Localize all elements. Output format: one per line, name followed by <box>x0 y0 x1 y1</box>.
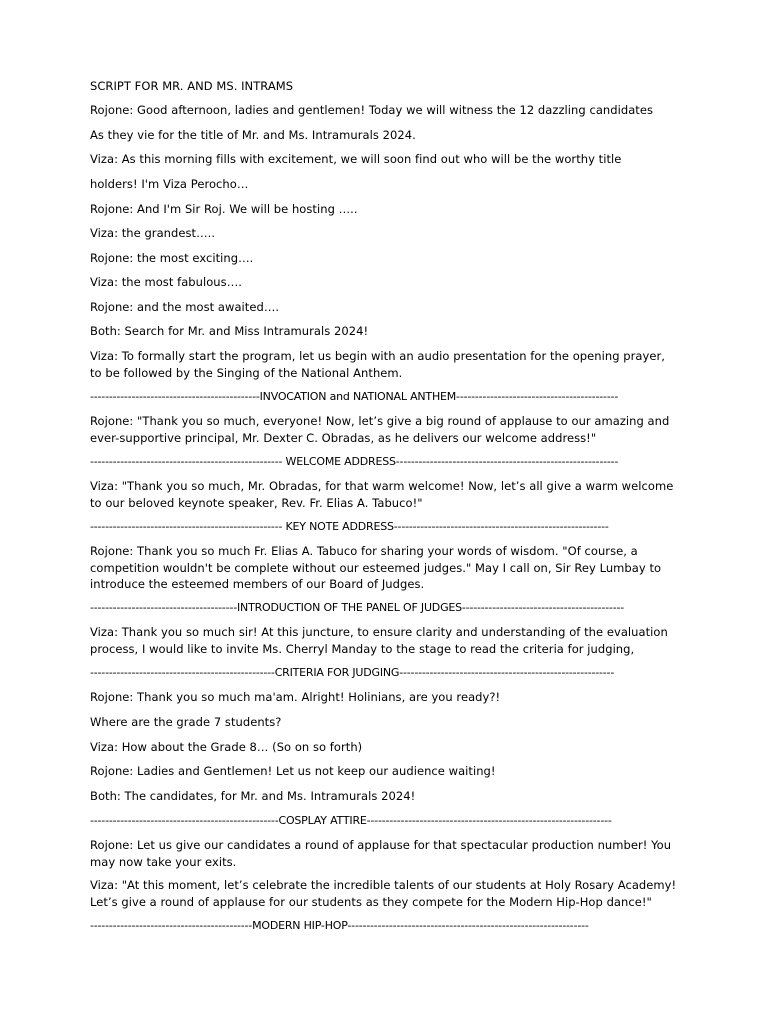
script-line: holders! I'm Viza Perocho… <box>90 177 249 191</box>
script-line: Rojone: and the most awaited…. <box>90 300 280 314</box>
script-line: As they vie for the title of Mr. and Ms. Intramurals 2024. <box>90 128 416 142</box>
section-divider: --------------------------------------------------- WELCOME ADDRESS----------------------------------------------------------- <box>90 455 619 468</box>
script-paragraph: Rojone: "Thank you so much, everyone! Now, let’s give a big round of applause to our amazing and ever-supportive principal, Mr. Dexter C. Obradas, as he delivers our welcome address!" <box>90 414 670 445</box>
script-paragraph: Viza: "Thank you so much, Mr. Obradas, for that warm welcome! Now, let’s all give a warm welcome to our beloved keynote speaker, Rev. Fr. Elias A. Tabuco!" <box>90 479 674 510</box>
script-line: Rojone: Good afternoon, ladies and gentlemen! Today we will witness the 12 dazzling candidates <box>90 103 654 117</box>
script-line: Rojone: the most exciting…. <box>90 251 254 265</box>
script-line: Rojone: Thank you so much ma'am. Alright! Holinians, are you ready?! <box>90 690 501 704</box>
document-title: SCRIPT FOR MR. AND MS. INTRAMS <box>90 79 294 93</box>
script-line: Viza: the most fabulous…. <box>90 275 242 289</box>
script-paragraph: Viza: Thank you so much sir! At this juncture, to ensure clarity and understanding of the evaluation process, I would like to invite Ms. Cherryl Manday to the stage to read the criteria for judging, <box>90 625 668 656</box>
section-divider: ---------------------------------------------INVOCATION and NATIONAL ANTHEM------------------------------------------- <box>90 390 619 403</box>
script-paragraph: Viza: To formally start the program, let us begin with an audio presentation for the opening prayer, to be followed by the Singing of the National Anthem. <box>90 349 665 380</box>
script-line: Both: The candidates, for Mr. and Ms. Intramurals 2024! <box>90 789 416 803</box>
script-line: Rojone: Ladies and Gentlemen! Let us not keep our audience waiting! <box>90 764 496 778</box>
script-line: Both: Search for Mr. and Miss Intramurals 2024! <box>90 324 369 338</box>
script-paragraph: Rojone: Let us give our candidates a round of applause for that spectacular production number! You may now take your exits. <box>90 838 672 869</box>
section-divider: ---------------------------------------INTRODUCTION OF THE PANEL OF JUDGES------------------------------------------- <box>90 601 625 614</box>
script-paragraph: Rojone: Thank you so much Fr. Elias A. Tabuco for sharing your words of wisdom. "Of course, a competition wouldn't be complete without our esteemed judges." May I call on, Sir Rey Lumbay to introduce the esteemed members of our Board of Judges. <box>90 544 662 591</box>
section-divider: -------------------------------------------------CRITERIA FOR JUDGING--------------------------------------------------------- <box>90 666 615 679</box>
script-line: Viza: the grandest….. <box>90 226 216 240</box>
section-divider: --------------------------------------------------COSPLAY ATTIRE----------------------------------------------------------------- <box>90 814 612 827</box>
script-line: Rojone: And I'm Sir Roj. We will be hosting ….. <box>90 202 358 216</box>
script-line: Where are the grade 7 students? <box>90 715 282 729</box>
script-line: Viza: As this morning fills with excitement, we will soon find out who will be the worthy title <box>90 152 622 166</box>
script-paragraph: Viza: "At this moment, let’s celebrate the incredible talents of our students at Holy Rosary Academy! Let’s give a round of applause for our students as they compete for the Modern Hip-Hop dance!" <box>90 878 677 909</box>
section-divider: --------------------------------------------------- KEY NOTE ADDRESS--------------------------------------------------------- <box>90 520 609 533</box>
script-line: Viza: How about the Grade 8… (So on so forth) <box>90 740 363 754</box>
section-divider: -------------------------------------------MODERN HIP-HOP---------------------------------------------------------------- <box>90 919 589 932</box>
